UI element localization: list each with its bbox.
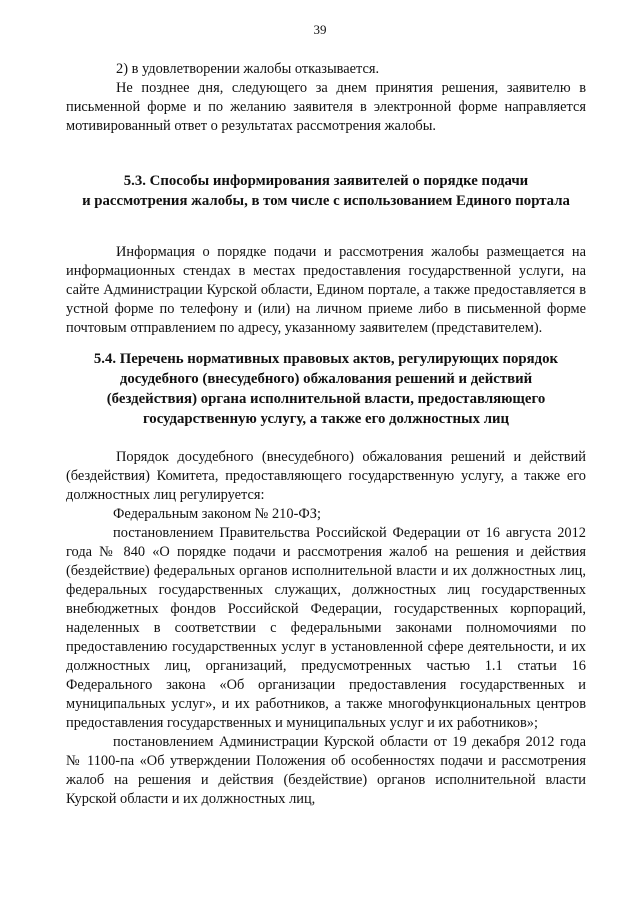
section-5-4-paragraph-2: Федеральным законом № 210-ФЗ; [113,506,321,522]
page-number: 39 [313,22,327,37]
section-5-4-paragraph-1: Порядок досудебного (внесудебного) обжалования решений и действий (бездействия) Комитета, предоставляющего государственную услугу, а также его должностных лиц регулируется: [66,449,586,503]
intro-paragraph-2: Не позднее дня, следующего за днем принятия решения, заявителю в письменной форме и по желанию заявителя в электронной форме направляется мотивированный ответ о результатах рассмотрения жалобы. [66,80,586,134]
section-5-3-heading [66,171,586,211]
section-5-4-paragraph-3: постановлением Правительства Российской Федерации от 16 августа 2012 года № 840 «О порядке подачи и рассмотрения жалоб на решения и действия (бездействие) федеральных органов исполнительной власти и их должностных лиц, федеральных государственных служащих, должностных лиц государственных внебюджетных фондов Российской Федерации, государственных корпораций, наделенных в соответствии с федеральными законами полномочиями по предоставлению государственных услуг в установленной сфере деятельности, и их должностных лиц, организаций, предусмотренных частью 1.1 статьи 16 Федерального закона «Об организации предоставления государственных и муниципальных услуг», и их работников, а также многофункциональных центров предоставления государственных и муниципальных услуг и их работников»; [66,525,586,731]
spacer [66,429,586,448]
spacer [66,338,586,349]
section-5-4-heading-line-1: 5.4. Перечень нормативных правовых актов, регулирующих порядок [93,351,559,367]
page-content [66,60,586,809]
section-5-4-heading-line-4: государственную услугу, а также его должностных лиц [142,411,510,427]
spacer [66,136,586,171]
section-5-3-heading-line-2: и рассмотрения жалобы, в том числе с использованием Единого портала [82,193,570,209]
spacer [66,211,586,243]
intro-paragraph-1: 2) в удовлетворении жалобы отказывается. [116,61,380,77]
section-5-4-heading [66,349,586,429]
section-5-4-heading-line-3: (бездействия) органа исполнительной власти, предоставляющего [106,391,546,407]
section-5-4-heading-line-2: досудебного (внесудебного) обжалования решений и действий [119,371,533,387]
section-5-3-paragraph: Информация о порядке подачи и рассмотрения жалобы размещается на информационных стендах в местах предоставления государственной услуги, на сайте Администрации Курской области, Едином портале, а также предоставляется в устной форме по телефону и (или) на личном приеме либо в письменной форме почтовым отправлением по адресу, указанному заявителем (представителем). [66,244,586,336]
section-5-3-heading-line-1: 5.3. Способы информирования заявителей о порядке подачи [123,173,529,189]
section-5-4-paragraph-4: постановлением Администрации Курской области от 19 декабря 2012 года № 1100-па «Об утверждении Положения об особенностях подачи и рассмотрения жалоб на решения и действия (бездействие) органов исполнительной власти Курской области и их должностных лиц, [66,734,586,807]
